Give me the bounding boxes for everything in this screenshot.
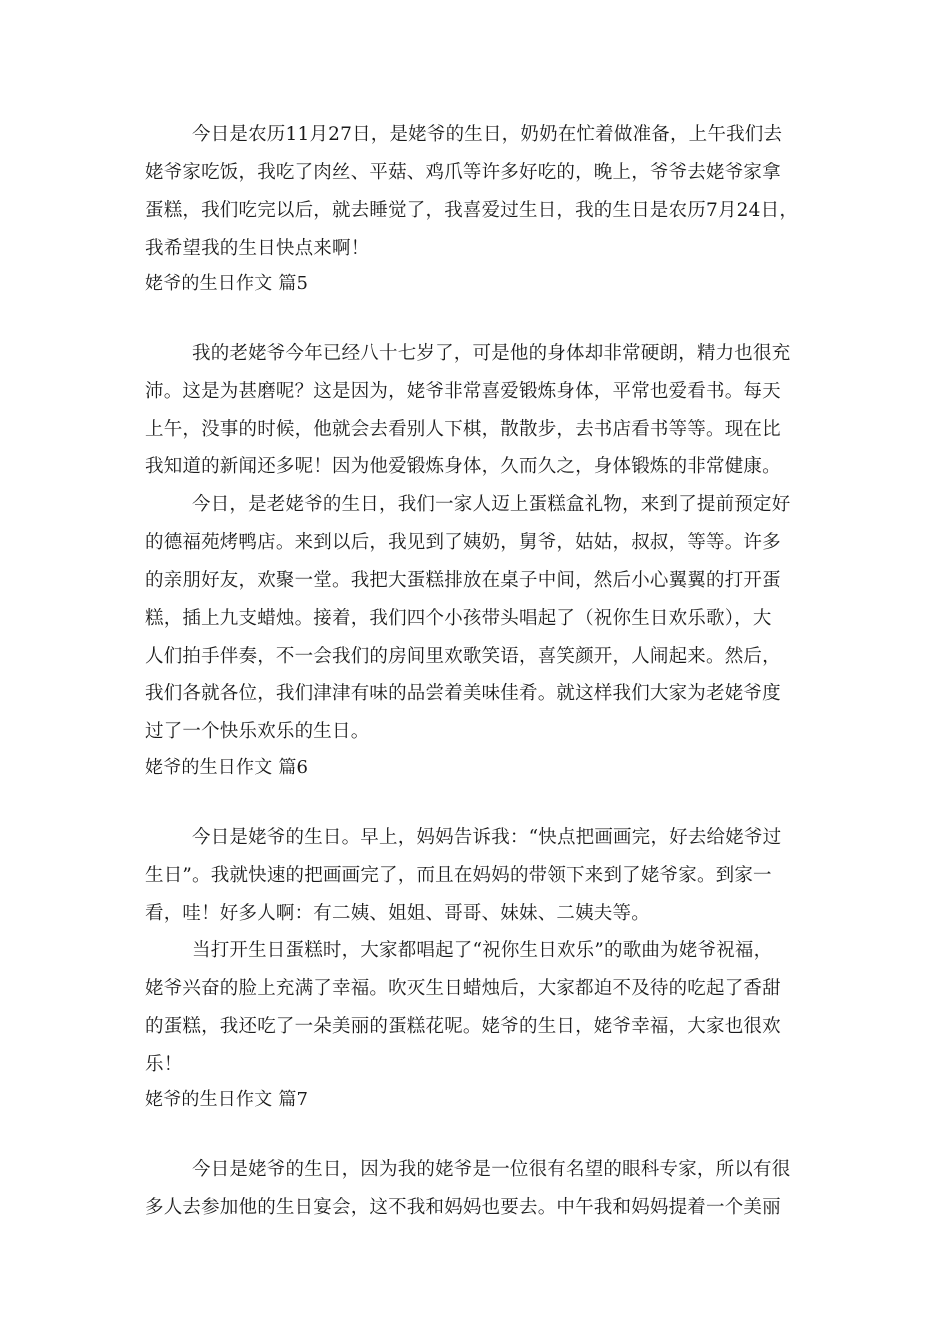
text-line: 看，哇！好多人啊：有二姨、姐姐、哥哥、妹妹、二姨夫等。	[145, 903, 650, 924]
section-heading: 姥爷的生日作文 篇6	[145, 757, 309, 778]
text-line: 今日，是老姥爷的生日，我们一家人迈上蛋糕盒礼物，来到了提前预定好	[192, 494, 791, 515]
text-line: 当打开生日蛋糕时，大家都唱起了“祝你生日欢乐”的歌曲为姥爷祝福，	[192, 940, 773, 961]
text-line: 今日是姥爷的生日。早上，妈妈告诉我：“快点把画画完，好去给姥爷过	[192, 827, 782, 848]
text-line: 上午，没事的时候，他就会去看别人下棋，散散步，去书店看书等等。现在比	[145, 419, 781, 440]
text-line: 沛。这是为甚磨呢？这是因为，姥爷非常喜爱锻炼身体，平常也爱看书。每天	[145, 381, 781, 402]
text-line: 蛋糕，我们吃完以后，就去睡觉了，我喜爱过生日，我的生日是农历7月24日，	[145, 200, 799, 221]
text-line: 乐！	[145, 1054, 183, 1075]
text-line: 姥爷兴奋的脸上充满了幸福。吹灭生日蜡烛后，大家都迫不及待的吃起了香甜	[145, 978, 781, 999]
text-line: 我希望我的生日快点来啊！	[145, 238, 370, 259]
text-line: 我们各就各位，我们津津有味的品尝着美味佳肴。就这样我们大家为老姥爷度	[145, 683, 781, 704]
text-line: 人们拍手伴奏，不一会我们的房间里欢歌笑语，喜笑颜开，人闹起来。然后，	[145, 646, 781, 667]
section-heading: 姥爷的生日作文 篇5	[145, 273, 309, 294]
text-line: 今日是农历11月27日，是姥爷的生日，奶奶在忙着做准备，上午我们去	[192, 124, 783, 145]
text-line: 多人去参加他的生日宴会，这不我和妈妈也要去。中午我和妈妈提着一个美丽	[145, 1197, 781, 1218]
text-line: 姥爷家吃饭，我吃了肉丝、平菇、鸡爪等许多好吃的，晚上，爷爷去姥爷家拿	[145, 162, 781, 183]
text-line: 今日是姥爷的生日，因为我的姥爷是一位很有名望的眼科专家，所以有很	[192, 1159, 791, 1180]
section-heading: 姥爷的生日作文 篇7	[145, 1089, 309, 1110]
text-line: 的蛋糕，我还吃了一朵美丽的蛋糕花呢。姥爷的生日，姥爷幸福，大家也很欢	[145, 1016, 781, 1037]
text-line: 的亲朋好友，欢聚一堂。我把大蛋糕排放在桌子中间，然后小心翼翼的打开蛋	[145, 570, 781, 591]
text-line: 我知道的新闻还多呢！因为他爱锻炼身体，久而久之，身体锻炼的非常健康。	[145, 456, 781, 477]
text-line: 糕，插上九支蜡烛。接着，我们四个小孩带头唱起了（祝你生日欢乐歌），大	[145, 608, 772, 629]
text-line: 我的老姥爷今年已经八十七岁了，可是他的身体却非常硬朗，精力也很充	[192, 343, 791, 364]
text-line: 过了一个快乐欢乐的生日。	[145, 721, 370, 742]
text-line: 的德福苑烤鸭店。来到以后，我见到了姨奶，舅爷，姑姑，叔叔，等等。许多	[145, 532, 781, 553]
text-line: 生日”。我就快速的把画画完了，而且在妈妈的带领下来到了姥爷家。到家一	[145, 865, 772, 886]
